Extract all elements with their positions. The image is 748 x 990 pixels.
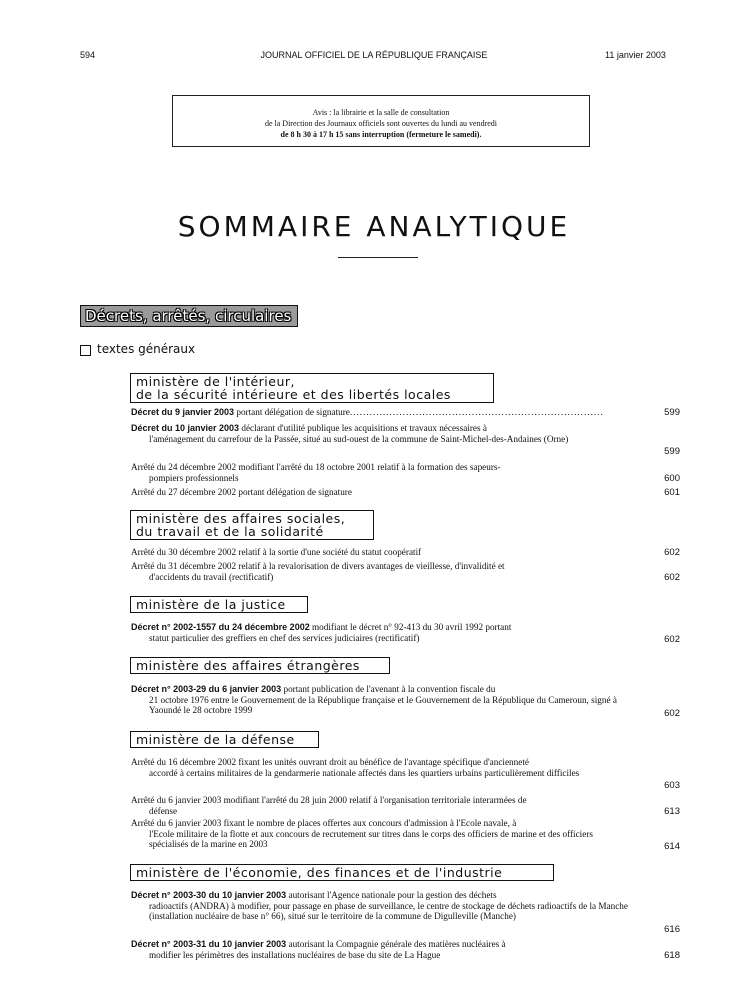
list-item[interactable] (131, 622, 629, 643)
entry-text: déclarant d'utilité publique les acquisitions et travaux nécessaires à (239, 423, 487, 433)
page-ref: 600 (664, 473, 680, 484)
entry-title: Décret n° 2002-1557 du 24 décembre 2002 (131, 622, 310, 632)
entry-continuation: l'aménagement du carrefour de la Passée, situé au sud-ouest de la commune de Saint-Michel-des-Andaines (Orne) (149, 433, 569, 444)
list-item[interactable] (131, 939, 629, 960)
ministry-justice-heading (130, 596, 308, 613)
page-ref: 601 (664, 487, 680, 498)
leader-dots: ............................................................................. (349, 407, 604, 417)
list-item[interactable] (131, 757, 629, 778)
list-item[interactable] (131, 818, 629, 850)
entry-continuation: 21 octobre 1976 entre le Gouvernement de la République française et le Gouvernement de la République du Cameroun, signé à Yaoundé le 28 octobre 1999 (149, 694, 617, 716)
page-ref: 602 (664, 572, 680, 583)
notice-line-2: de la Direction des Journaux officiels sont ouvertes du lundi au vendredi (264, 119, 497, 128)
ministry-heading-line: ministère des affaires sociales, (136, 511, 346, 526)
ministry-heading-line: ministère de l'intérieur, (136, 374, 296, 389)
list-item[interactable] (131, 487, 629, 498)
entry-text: Arrêté du 27 décembre 2002 portant délégation de signature (131, 487, 352, 497)
entry-text: Arrêté du 30 décembre 2002 relatif à la sortie d'une société du statut coopératif (131, 547, 422, 557)
ministry-social-affairs-heading (130, 510, 374, 540)
page-ref: 602 (664, 547, 680, 558)
entry-title: Décret n° 2003-30 du 10 janvier 2003 (131, 890, 287, 900)
ministry-economy-heading (130, 864, 554, 881)
ministry-heading-line: ministère de la justice (136, 597, 286, 612)
page-ref: 602 (664, 634, 680, 645)
list-item[interactable] (131, 561, 629, 582)
page-ref: 599 (664, 446, 680, 457)
ministry-defense-heading (130, 731, 319, 748)
page-title: SOMMAIRE ANALYTIQUE (177, 210, 571, 243)
list-item[interactable] (131, 795, 629, 816)
page-ref: 614 (664, 841, 680, 852)
notice-line-3: de 8 h 30 à 17 h 15 sans interruption (fermeture le samedi). (280, 130, 482, 139)
entry-text: portant publication de l'avenant à la convention fiscale du (281, 684, 496, 694)
entry-text: portant délégation de signature (234, 407, 350, 417)
ministry-heading-line: de la sécurité intérieure et des libertés locales (136, 387, 451, 402)
entry-title: Décret n° 2003-31 du 10 janvier 2003 (131, 939, 287, 949)
entry-continuation: modifier les périmètres des installations nucléaires de base du site de La Hague (149, 949, 441, 960)
entry-text: Arrêté du 16 décembre 2002 fixant les unités ouvrant droit au bénéfice de l'avantage spécifique d'ancienneté (131, 757, 529, 767)
subsection-title: textes généraux (97, 342, 196, 356)
page-ref: 599 (664, 407, 680, 418)
entry-text: Arrêté du 31 décembre 2002 relatif à la revalorisation de divers avantages de vieillesse, d'invalidité et (131, 561, 505, 571)
entry-continuation: statut particulier des greffiers en chef des services judiciaires (rectificatif) (149, 632, 420, 643)
journal-title: JOURNAL OFFICIEL DE LA RÉPUBLIQUE FRANÇAISE (260, 50, 488, 60)
list-item[interactable] (131, 423, 629, 444)
entry-title: Décret du 10 janvier 2003 (131, 423, 240, 433)
entry-text: Arrêté du 6 janvier 2003 fixant le nombre de places offertes aux concours d'admission à l'Ecole navale, à (131, 818, 517, 828)
entry-continuation: pompiers professionnels (149, 472, 239, 483)
section-banner: Décrets, arrêtés, circulaires (80, 305, 298, 327)
title-underline (338, 257, 418, 258)
ministry-foreign-affairs-heading (130, 657, 390, 674)
entry-continuation: défense (149, 805, 178, 816)
list-item[interactable] (131, 547, 629, 558)
entry-continuation: accordé à certains militaires de la gendarmerie nationale affectés dans les quartiers urbains particulièrement difficiles (149, 767, 580, 778)
ministry-heading-line: ministère de l'économie, des finances et de l'industrie (136, 865, 503, 880)
page-ref: 603 (664, 780, 680, 791)
entry-continuation: l'Ecole militaire de la flotte et aux concours de recrutement sur titres dans le corps des officiers de marine et des officiers spécialisés de la marine en 2003 (149, 828, 593, 850)
list-item[interactable] (131, 407, 629, 418)
entry-text: autorisant l'Agence nationale pour la gestion des déchets (286, 890, 497, 900)
notice-line-1: Avis : la librairie et la salle de consultation (312, 108, 450, 117)
ministry-interior-heading (130, 373, 494, 403)
opening-hours-notice (172, 95, 590, 147)
page-ref: 613 (664, 806, 680, 817)
entry-text: modifiant le décret n° 92-413 du 30 avril 1992 portant (309, 622, 512, 632)
entry-continuation: d'accidents du travail (rectificatif) (149, 571, 274, 582)
list-item[interactable] (131, 890, 629, 922)
checkbox-icon (80, 345, 91, 356)
ministry-heading-line: ministère de la défense (136, 732, 295, 747)
entry-text: autorisant la Compagnie générale des matières nucléaires à (286, 939, 506, 949)
list-item[interactable] (131, 684, 629, 716)
entry-title: Décret du 9 janvier 2003 (131, 407, 235, 417)
page-ref: 602 (664, 708, 680, 719)
list-item[interactable] (131, 462, 629, 483)
page-ref: 616 (664, 924, 680, 935)
entry-title: Décret n° 2003-29 du 6 janvier 2003 (131, 684, 282, 694)
entry-text: Arrêté du 6 janvier 2003 modifiant l'arrêté du 28 juin 2000 relatif à l'organisation territoriale interarmées de (131, 795, 527, 805)
ministry-heading-line: ministère des affaires étrangères (136, 658, 360, 673)
page-number: 594 (80, 50, 96, 60)
ministry-heading-line: du travail et de la solidarité (136, 524, 324, 539)
page-ref: 618 (664, 950, 680, 961)
issue-date: 11 janvier 2003 (605, 50, 666, 60)
entry-continuation: radioactifs (ANDRA) à modifier, pour passage en phase de surveillance, le centre de stockage de déchets radioactifs de la Manche (installation nucléaire de base n° 66), situé sur le territoire de la commune de Digulleville (Manche) (149, 900, 628, 922)
entry-text: Arrêté du 24 décembre 2002 modifiant l'arrêté du 18 octobre 2001 relatif à la formation des sapeurs- (131, 462, 501, 472)
